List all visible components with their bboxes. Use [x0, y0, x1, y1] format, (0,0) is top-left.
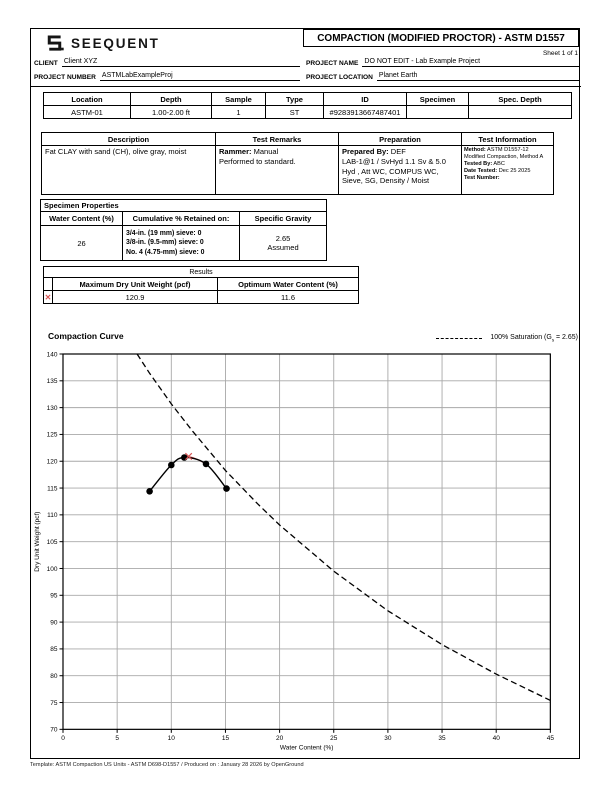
test-info-table [41, 132, 553, 195]
depth-cell: 1.00-2.00 ft [131, 106, 212, 119]
header-cell: Description [42, 133, 216, 146]
specimen-properties-table [40, 199, 326, 261]
project-number-value: ASTMLabExampleProj [100, 72, 300, 81]
svg-text:Water Content (%): Water Content (%) [279, 744, 334, 752]
chart-title: Compaction Curve [48, 331, 124, 341]
svg-text:10: 10 [167, 734, 175, 742]
sample-cell: 1 [212, 106, 266, 119]
results-table [43, 266, 358, 304]
svg-text:15: 15 [221, 734, 230, 742]
specimen-cell [407, 106, 469, 119]
svg-text:5: 5 [115, 734, 119, 742]
header-cell: Spec. Depth [469, 93, 572, 106]
table-row [44, 106, 572, 119]
project-location-value: Planet Earth [377, 72, 579, 81]
header-cell: Optimum Water Content (%) [218, 278, 359, 291]
project-name-value: DO NOT EDIT - Lab Example Project [362, 58, 579, 67]
flag-header-cell [44, 278, 53, 291]
project-location-label: PROJECT LOCATION [306, 74, 373, 81]
svg-text:25: 25 [330, 734, 338, 742]
preparation-cell: Prepared By: DEF LAB-1@1 / SvHyd 1.1 Sv & 5.0 Hyd , Att WC, COMPUS WC, Sieve, SG, Density / Moist [339, 146, 462, 195]
project-location-field [306, 72, 579, 81]
svg-text:85: 85 [50, 646, 58, 654]
svg-text:130: 130 [46, 404, 58, 412]
dashed-line-icon [436, 338, 482, 339]
test-remarks-cell: Rammer: Manual Performed to standard. [216, 146, 339, 195]
header-cell: ID [324, 93, 407, 106]
header-cell: Test Remarks [216, 133, 339, 146]
table-header-row [44, 93, 572, 106]
svg-text:75: 75 [50, 699, 58, 707]
sieves-cell: 3/4-in. (19 mm) sieve: 0 3/8-in. (9.5-mm) sieve: 0 No. 4 (4.75-mm) sieve: 0 [123, 226, 240, 261]
report-title: COMPACTION (MODIFIED PROCTOR) - ASTM D1557 [303, 29, 579, 47]
seequent-logo-icon [44, 33, 65, 54]
project-name-field [306, 58, 579, 67]
table-row [44, 291, 359, 304]
optimum-water-content-cell: 11.6 [218, 291, 359, 304]
legend-label: 100% Saturation $(G_s = 2.65)$ [490, 334, 578, 343]
svg-text:135: 135 [46, 378, 58, 386]
spec-depth-cell [469, 106, 572, 119]
id-cell: #9283913667487401 [324, 106, 407, 119]
svg-text:105: 105 [46, 538, 58, 546]
client-field [34, 58, 300, 67]
preparation-detail: LAB-1@1 / SvHyd 1.1 Sv & 5.0 Hyd , Att WC, COMPUS WC, Sieve, SG, Density / Moist [342, 156, 446, 186]
svg-text:40: 40 [492, 734, 500, 742]
svg-text:35: 35 [438, 734, 446, 742]
header-cell: Test Information [462, 133, 554, 146]
table-header-row [44, 278, 359, 291]
test-information-cell: Method: ASTM D1557-12 Modified Compaction, Method A Tested By: ABC Date Tested: Dec 25 2025 Test Number: [462, 146, 554, 195]
header-divider [30, 86, 581, 87]
prepared-by-label: Prepared By: [342, 147, 389, 156]
table-row [41, 226, 327, 261]
client-value: Client XYZ [62, 58, 300, 67]
svg-text:30: 30 [384, 734, 392, 742]
header-cell: Specific Gravity [240, 212, 327, 226]
max-dry-unit-weight-cell: 120.9 [53, 291, 218, 304]
seequent-logo [44, 33, 160, 54]
specific-gravity-cell: 2.65 Assumed [240, 226, 327, 261]
svg-text:70: 70 [50, 726, 58, 734]
project-number-label: PROJECT NUMBER [34, 74, 96, 81]
svg-text:80: 80 [50, 673, 58, 681]
svg-text:115: 115 [47, 485, 58, 493]
svg-text:20: 20 [275, 734, 284, 742]
remark-label: Rammer: [219, 147, 252, 156]
svg-text:110: 110 [47, 512, 58, 520]
svg-text:120: 120 [46, 458, 58, 466]
type-cell: ST [266, 106, 324, 119]
compaction-chart [30, 345, 582, 758]
results-title: Results [44, 267, 359, 278]
svg-text:90: 90 [50, 619, 58, 627]
specimen-properties-title: Specimen Properties [41, 200, 327, 212]
remark-line: Performed to standard. [219, 156, 296, 166]
header-cell: Cumulative % Retained on: [123, 212, 240, 226]
header-cell: Preparation [339, 133, 462, 146]
svg-text:0: 0 [61, 734, 65, 742]
chart-legend [436, 334, 578, 342]
svg-text:45: 45 [546, 734, 554, 742]
header-cell: Location [44, 93, 131, 106]
header-cell: Type [266, 93, 324, 106]
svg-text:100: 100 [46, 565, 58, 573]
compaction-chart-svg [30, 345, 582, 758]
footer-text: Template: ASTM Compaction US Units - ASTM D698-D1557 / Produced on : January 28 2026 by OpenGround [30, 762, 304, 768]
svg-text:Dry Unit Weight (pcf): Dry Unit Weight (pcf) [34, 511, 41, 572]
sheet-number: Sheet 1 of 1 [542, 50, 578, 57]
header-cell: Water Content (%) [41, 212, 123, 226]
header-cell: Depth [131, 93, 212, 106]
client-label: CLIENT [34, 60, 58, 67]
svg-text:95: 95 [50, 592, 58, 600]
location-cell: ASTM-01 [44, 106, 131, 119]
project-name-label: PROJECT NAME [306, 60, 359, 67]
header-cell: Sample [212, 93, 266, 106]
project-number-field [34, 72, 300, 81]
flag-cell [44, 291, 53, 304]
table-row [42, 146, 554, 195]
header-cell: Specimen [407, 93, 469, 106]
svg-text:140: 140 [46, 351, 58, 359]
header-cell: Maximum Dry Unit Weight (pcf) [53, 278, 218, 291]
cross-icon: ✕ [44, 292, 52, 302]
table-header-row [42, 133, 554, 146]
brand-name: SEEQUENT [71, 36, 160, 51]
table-header-row [41, 212, 327, 226]
description-cell: Fat CLAY with sand (CH), olive gray, moist [42, 146, 216, 195]
water-content-cell: 26 [41, 226, 123, 261]
svg-text:125: 125 [46, 431, 58, 439]
sample-summary-table [43, 92, 571, 119]
